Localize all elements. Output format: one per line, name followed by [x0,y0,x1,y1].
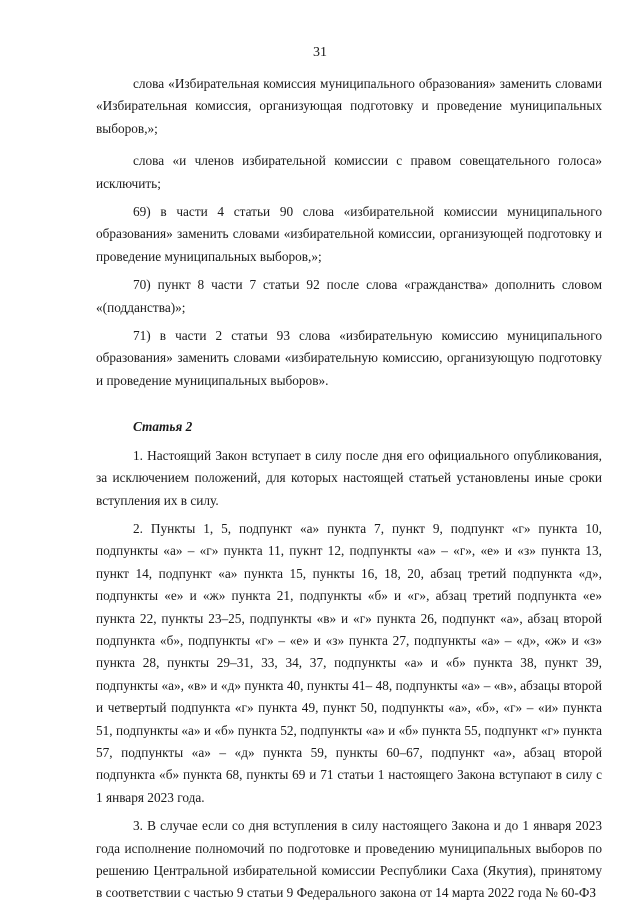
page-number: 31 [313,45,327,60]
section-spacer [96,398,602,416]
paragraph: слова «Избирательная комиссия муниципального образования» заменить словами «Избирательная комиссия, организующая подготовку и проведение муниципальных выборов,»; [96,76,602,136]
article-heading: Статья 2 [133,419,193,435]
paragraph: 1. Настоящий Закон вступает в силу после дня его официального опубликования, за исключением положений, для которых настоящей статьей установлены иные сроки вступления их в силу. [96,447,602,508]
paragraph: слова «и членов избирательной комиссии с правом совещательного голоса» исключить; [96,153,602,191]
paragraph: 71) в части 2 статьи 93 слова «избирательную комиссию муниципального образования» заменить словами «избирательную комиссию, организующую подготовку и проведение муниципальных выборов». [96,328,602,388]
paragraph: 2. Пункты 1, 5, подпункт «а» пункта 7, пункт 9, подпункт «г» пункта 10, подпункты «а» – «г» пункта 11, пукнт 12, подпункты «а» – «г», «е» и «з» пункта 13, пункт 14, подпункт «а» пункта 15, пункты 16, 18, 20, абзац третий подпункта «д», подпункты «е» и «ж» пункта 21, подпункты «б» и «г», абзац третий подпункта «е» пункта 22, пункты 23–25, подпункты «в» и «г» пункта 26, подпункт «а», абзац второй подпункта «б», подпункты «г» – «е» и «з» пункта 27, подпункты «а» – «д», «ж» и «з» пункта 28, пункты 29–31, 33, 34, 37, подпункты «а» и «б» пункта 38, пункт 39, подпункты «а», «в» и «д» пункта 40, пункты 41– 48, подпункты «а» – «в», абзацы второй и четвертый подпункта «г» пункта 49, пункт 50, подпункты «а», «б», «г» – «и» пункта 51, подпункты «а» и «б» пункта 52, подпункты «а» и «б» пункта 55, подпункт «г» пункта 57, подпункты «а» – «д» пункта 59, пункты 60–67, подпункт «а», абзац второй подпункта «б» пункта 68, пункты 69 и 71 статьи 1 настоящего Закона вступают в силу с 1 января 2023 года. [96,520,602,805]
paragraph: 3. В случае если со дня вступления в силу настоящего Закона и до 1 января 2023 года исполнение полномочий по подготовке и проведению муниципальных выборов по решению Центральной избирательной комиссии Республики Саха (Якутия), принятому в соответствии с частью 9 статьи 9 Федерального закона от 14 марта 2022 года № 60-ФЗ [96,818,602,901]
document-body [96,73,602,911]
paragraph: 70) пункт 8 части 7 статьи 92 после слова «гражданства» дополнить словом «(подданства)»; [96,277,602,315]
paragraph: 69) в части 4 статьи 90 слова «избирательной комиссии муниципального образования» заменить словами «избирательной комиссии, организующей подготовку и проведение муниципальных выборов,»; [96,204,602,264]
